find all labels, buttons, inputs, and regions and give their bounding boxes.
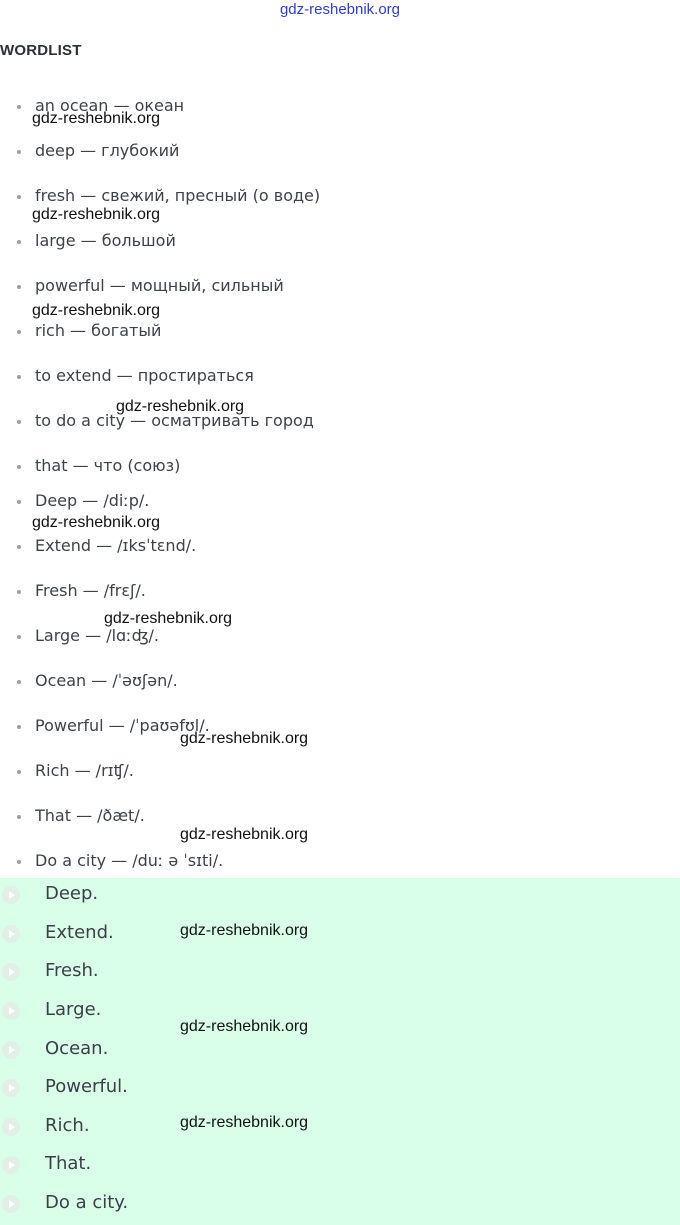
word-entry: Deep — /diːp/. [35,491,150,510]
bullet-icon [17,500,21,504]
bullet-icon [17,420,21,424]
audio-row [0,917,680,955]
bullet-icon [17,860,21,864]
audio-row [0,878,680,916]
play-icon[interactable] [2,925,20,943]
play-icon[interactable] [2,1002,20,1020]
bullet-icon [17,195,21,199]
bullet-icon [17,240,21,244]
play-icon[interactable] [2,1079,20,1097]
watermark: gdz-reshebnik.org [180,1114,309,1131]
play-icon[interactable] [2,1041,20,1059]
word-entry: powerful — мощный, сильный [35,276,284,295]
bullet-icon [17,105,21,109]
audio-label: Fresh. [45,960,99,981]
watermark: gdz-reshebnik.org [104,610,233,627]
bullet-icon [17,465,21,469]
watermark: gdz-reshebnik.org [32,110,161,127]
word-entry: That — /ðæt/. [35,806,145,825]
audio-row [0,955,680,993]
watermark: gdz-reshebnik.org [180,922,309,939]
audio-label: Deep. [45,883,99,904]
bullet-icon [17,635,21,639]
audio-list [0,878,680,1225]
audio-label: Extend. [45,922,114,943]
play-icon[interactable] [2,1118,20,1136]
word-entry: Ocean — /ˈəʊʃən/. [35,671,178,690]
word-entry: Do a city — /duː ə ˈsɪti/. [35,851,224,870]
word-entry: to do a city — осматривать город [35,411,314,430]
audio-row [0,994,680,1032]
word-entry: that — что (союз) [35,456,181,475]
audio-label: Rich. [45,1115,90,1136]
play-icon[interactable] [2,1156,20,1174]
audio-row [0,1071,680,1109]
site-link[interactable]: gdz-reshebnik.org [279,1,401,18]
bullet-icon [17,770,21,774]
bullet-icon [17,725,21,729]
bullet-icon [17,330,21,334]
audio-label: Ocean. [45,1038,109,1059]
word-entry: Large — /lɑːʤ/. [35,626,159,645]
word-entry: rich — богатый [35,321,162,340]
audio-row [0,1110,680,1148]
audio-label: That. [45,1153,92,1174]
word-entry: fresh — свежий, пресный (о воде) [35,186,321,205]
bullet-icon [17,545,21,549]
audio-label: Do a city. [45,1192,129,1213]
bullet-icon [17,815,21,819]
watermark: gdz-reshebnik.org [116,398,245,415]
bullet-icon [17,680,21,684]
audio-label: Large. [45,999,102,1020]
bullet-icon [17,285,21,289]
play-icon[interactable] [2,963,20,981]
bullet-icon [17,375,21,379]
audio-row [0,1187,680,1225]
word-entry: large — большой [35,231,176,250]
audio-label: Powerful. [45,1076,128,1097]
word-entry: Powerful — /ˈpaʊəfʊl/. [35,716,210,735]
bullet-icon [17,150,21,154]
watermark: gdz-reshebnik.org [32,514,161,531]
word-entry: deep — глубокий [35,141,180,160]
audio-row [0,1148,680,1186]
word-entry: Fresh — /frɛʃ/. [35,581,146,600]
watermark: gdz-reshebnik.org [32,302,161,319]
watermark: gdz-reshebnik.org [180,1018,309,1035]
word-entry: to extend — простираться [35,366,254,385]
word-entry: Extend — /ɪksˈtɛnd/. [35,536,197,555]
watermark: gdz-reshebnik.org [32,206,161,223]
play-icon[interactable] [2,886,20,904]
audio-row [0,1033,680,1071]
word-entry: Rich — /rɪʧ/. [35,761,134,780]
watermark: gdz-reshebnik.org [180,826,309,843]
word-entry: an ocean — океан [35,96,185,115]
wordlist-title: WORDLIST [0,42,82,59]
bullet-icon [17,590,21,594]
play-icon[interactable] [2,1195,20,1213]
watermark: gdz-reshebnik.org [180,730,309,747]
